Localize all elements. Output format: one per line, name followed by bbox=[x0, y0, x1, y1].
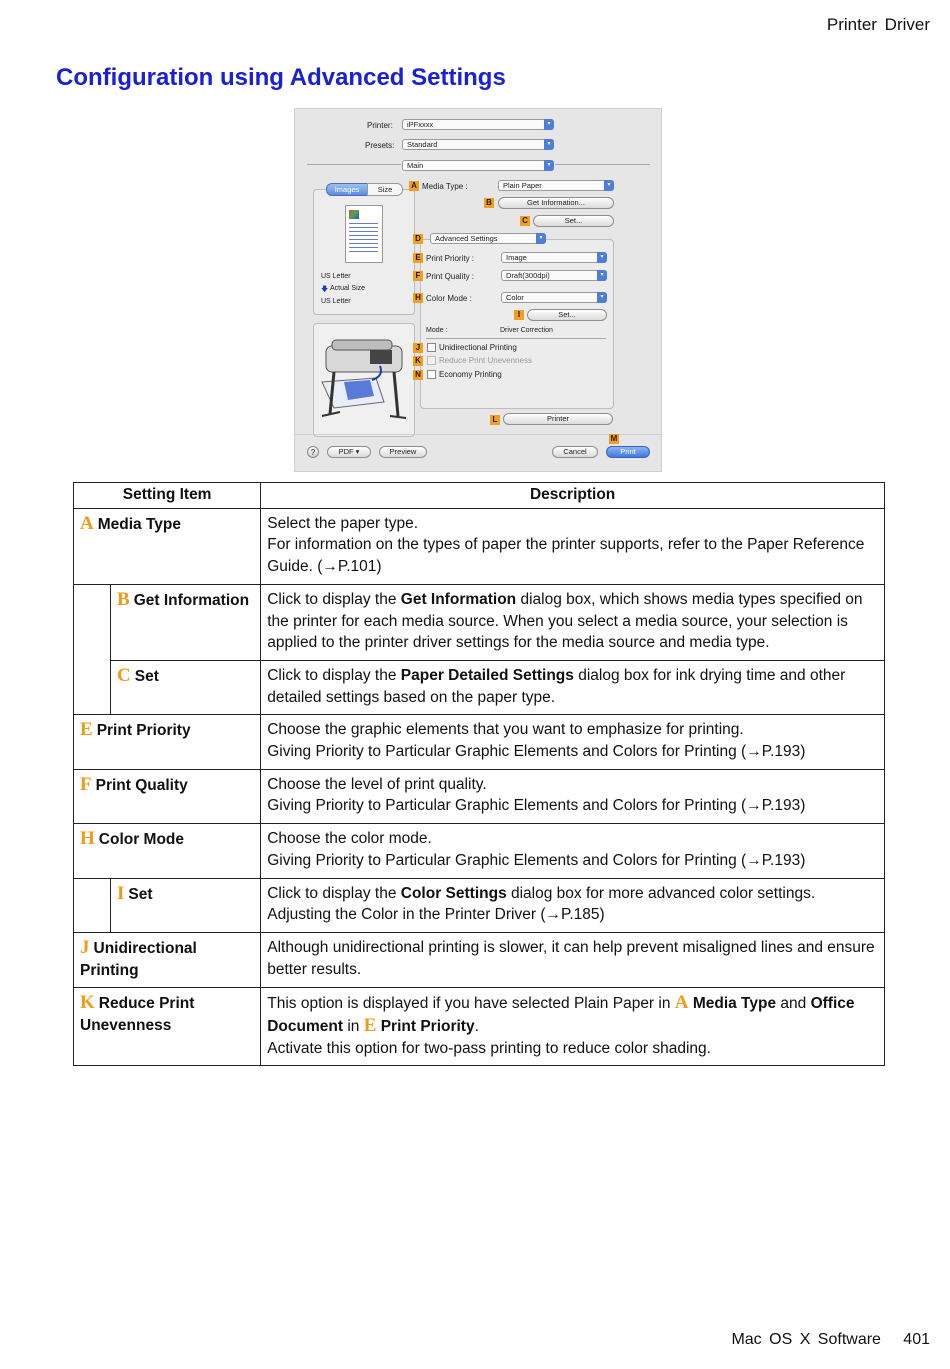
advanced-settings-box bbox=[420, 239, 614, 409]
print-quality-popup[interactable] bbox=[501, 270, 607, 281]
description-cell bbox=[261, 932, 885, 987]
presets-label: Presets: bbox=[365, 141, 395, 150]
page-footer bbox=[731, 1331, 930, 1349]
panel-popup-value: Main bbox=[407, 161, 424, 170]
reduce-unevenness-label: Reduce Print Unevenness bbox=[439, 356, 532, 365]
setting-item-cell bbox=[74, 715, 261, 769]
badge-h: H bbox=[413, 293, 423, 303]
description-cell bbox=[261, 508, 885, 584]
economy-label: Economy Printing bbox=[439, 370, 502, 379]
color-mode-label: Color Mode : bbox=[426, 294, 472, 303]
popup-arrow-icon: ▾ bbox=[536, 233, 546, 244]
description-line bbox=[267, 883, 878, 905]
table-row bbox=[74, 769, 885, 823]
table-row bbox=[74, 715, 885, 769]
preview-button[interactable]: Preview bbox=[379, 446, 427, 458]
badge-m: M bbox=[610, 434, 618, 443]
popup-arrow-icon: ▾ bbox=[604, 180, 614, 191]
popup-arrow-icon: ▾ bbox=[544, 160, 554, 171]
description-cell bbox=[261, 988, 885, 1066]
setting-item-cell bbox=[111, 660, 261, 714]
unidirectional-label: Unidirectional Printing bbox=[439, 343, 517, 352]
description-bold: Get Information bbox=[400, 590, 517, 608]
badge-i: I bbox=[514, 310, 524, 320]
setting-name: Media Type bbox=[97, 515, 181, 533]
printer-popup[interactable] bbox=[402, 119, 554, 130]
description-text: dialog box for ink drying time and other detailed settings based on the paper type. bbox=[267, 666, 846, 706]
setting-letter: J bbox=[80, 936, 90, 958]
thumbnail-line bbox=[349, 223, 378, 224]
description-line: Giving Priority to Particular Graphic Elements and Colors for Printing (→P.193) bbox=[267, 743, 806, 761]
description-text: . bbox=[474, 1018, 479, 1036]
description-line: Although unidirectional printing is slower, it can help prevent misaligned lines and ensure better results. bbox=[267, 938, 875, 978]
printer-icon bbox=[314, 324, 414, 436]
column-header-item: Setting Item bbox=[74, 483, 261, 509]
media-type-popup-value: Plain Paper bbox=[503, 181, 542, 190]
badge-n: N bbox=[413, 370, 423, 380]
popup-arrow-icon: ▾ bbox=[544, 119, 554, 130]
description-line: Activate this option for two-pass printing to reduce color shading. bbox=[267, 1039, 711, 1057]
description-text: dialog box, which shows media types specified on the printer for each media source. When you select a media source, your selection is applied to the printer driver settings for the media source and media type. bbox=[267, 590, 863, 652]
color-mode-popup[interactable] bbox=[501, 292, 607, 303]
print-button[interactable]: Print bbox=[606, 446, 650, 458]
print-quality-value: Draft(300dpi) bbox=[506, 271, 550, 280]
description-text: dialog box for more advanced color settings. bbox=[506, 884, 816, 902]
help-icon[interactable]: ? bbox=[307, 446, 319, 458]
settings-table bbox=[73, 482, 885, 1066]
running-header: Printer Driver bbox=[826, 15, 930, 34]
setting-name: Print Priority bbox=[96, 722, 191, 740]
setting-item-cell bbox=[74, 824, 261, 878]
panel-popup[interactable] bbox=[402, 160, 554, 171]
tab-images[interactable]: Images bbox=[326, 183, 368, 196]
popup-arrow-icon: ▾ bbox=[597, 252, 607, 263]
table-row bbox=[74, 878, 885, 932]
setting-item-cell bbox=[74, 932, 261, 987]
table-row bbox=[74, 988, 885, 1066]
badge-a: A bbox=[409, 181, 419, 191]
page-number: 401 bbox=[903, 1331, 930, 1348]
description-text: Click to display the bbox=[267, 590, 401, 608]
footer-label: Mac OS X Software bbox=[731, 1331, 881, 1348]
setting-letter: H bbox=[80, 828, 95, 850]
badge-l: L bbox=[490, 415, 500, 425]
setting-letter: I bbox=[117, 882, 125, 904]
thumbnail-line bbox=[349, 247, 378, 248]
description-line: Giving Priority to Particular Graphic Elements and Colors for Printing (→P.193) bbox=[267, 797, 806, 815]
description-line: Giving Priority to Particular Graphic Elements and Colors for Printing (→P.193) bbox=[267, 851, 806, 869]
setting-item-cell bbox=[74, 508, 261, 584]
setting-name: Color Mode bbox=[98, 831, 185, 849]
pdf-button[interactable]: PDF ▾ bbox=[327, 446, 371, 458]
preview-paper: US Letter bbox=[321, 273, 351, 280]
tab-size[interactable]: Size bbox=[367, 183, 403, 196]
table-row bbox=[74, 508, 885, 584]
description-line: Adjusting the Color in the Printer Driver (→P.185) bbox=[267, 906, 605, 924]
description-line: For information on the types of paper the printer supports, refer to the Paper Reference Guide. (→P.101) bbox=[267, 536, 865, 576]
table-header-row bbox=[74, 483, 885, 509]
inline-letter: E bbox=[363, 1015, 377, 1037]
description-line: Choose the level of print quality. bbox=[267, 775, 487, 793]
table-row bbox=[74, 932, 885, 987]
description-bold: Paper Detailed Settings bbox=[400, 666, 574, 684]
setting-name: Print Quality bbox=[95, 776, 188, 794]
divider bbox=[555, 164, 650, 165]
divider bbox=[307, 164, 401, 165]
preview-scale: Actual Size bbox=[330, 285, 366, 292]
get-information-button[interactable]: Get Information... bbox=[498, 197, 614, 209]
setting-letter: E bbox=[80, 719, 93, 741]
setting-letter: K bbox=[80, 992, 95, 1014]
badge-c: C bbox=[520, 216, 530, 226]
description-text: and bbox=[776, 995, 811, 1013]
badge-k: K bbox=[413, 356, 423, 366]
printer-button[interactable]: Printer bbox=[503, 413, 613, 425]
badge-j: J bbox=[413, 343, 423, 353]
economy-checkbox[interactable] bbox=[427, 370, 436, 379]
column-header-description: Description bbox=[261, 483, 885, 509]
page-title: Configuration using Advanced Settings bbox=[56, 64, 506, 91]
print-priority-popup[interactable] bbox=[501, 252, 607, 263]
popup-arrow-icon: ▾ bbox=[544, 139, 554, 150]
thumbnail-image-icon bbox=[349, 210, 359, 219]
thumbnail-line bbox=[349, 243, 378, 244]
setting-letter: C bbox=[117, 664, 131, 686]
description-bold: Media Type bbox=[688, 995, 777, 1013]
settings-mode-popup[interactable] bbox=[430, 233, 546, 244]
preview-output: US Letter bbox=[321, 298, 351, 305]
badge-f: F bbox=[413, 271, 423, 281]
description-line: Select the paper type. bbox=[267, 514, 419, 532]
description-text: This option is displayed if you have selected Plain Paper in bbox=[267, 995, 675, 1013]
badge-e: E bbox=[413, 253, 423, 263]
setting-letter: F bbox=[80, 773, 92, 795]
indent-cell bbox=[74, 584, 111, 715]
description-cell bbox=[261, 584, 885, 660]
thumbnail-line bbox=[349, 227, 378, 228]
down-arrow-icon: 🡇 bbox=[321, 286, 329, 293]
presets-popup[interactable] bbox=[402, 139, 554, 150]
table-row bbox=[74, 824, 885, 878]
badge-b: B bbox=[484, 198, 494, 208]
presets-popup-value: Standard bbox=[407, 140, 438, 149]
table-row bbox=[74, 584, 885, 660]
setting-name: Set bbox=[128, 885, 153, 903]
popup-arrow-icon: ▾ bbox=[597, 292, 607, 303]
description-text: Click to display the bbox=[267, 666, 401, 684]
indent-cell bbox=[74, 878, 111, 932]
setting-item-cell bbox=[111, 878, 261, 932]
description-line bbox=[267, 992, 878, 1037]
color-mode-value: Color bbox=[506, 293, 524, 302]
printer-illustration-box bbox=[313, 323, 415, 437]
description-cell bbox=[261, 715, 885, 769]
description-bold: Color Settings bbox=[400, 884, 507, 902]
setting-item-cell bbox=[74, 988, 261, 1066]
divider bbox=[295, 434, 662, 435]
setting-name: Set bbox=[134, 667, 159, 685]
print-dialog-screenshot bbox=[294, 108, 662, 472]
badge-d: D bbox=[413, 234, 423, 244]
description-cell bbox=[261, 824, 885, 878]
media-type-label: Media Type : bbox=[422, 182, 468, 191]
mode-value: Driver Correction bbox=[500, 327, 553, 334]
mode-label: Mode : bbox=[426, 327, 448, 334]
setting-letter: B bbox=[117, 588, 130, 610]
page-thumbnail bbox=[345, 205, 383, 263]
setting-item-cell bbox=[74, 769, 261, 823]
reduce-unevenness-checkbox[interactable] bbox=[427, 356, 436, 365]
setting-item-cell bbox=[111, 584, 261, 660]
unidirectional-checkbox[interactable] bbox=[427, 343, 436, 352]
thumbnail-line bbox=[349, 235, 378, 236]
description-text: Click to display the bbox=[267, 884, 401, 902]
inline-letter: A bbox=[674, 992, 689, 1014]
print-priority-label: Print Priority : bbox=[426, 254, 475, 263]
popup-arrow-icon: ▾ bbox=[597, 270, 607, 281]
color-set-button[interactable]: Set... bbox=[527, 309, 607, 321]
table-row bbox=[74, 660, 885, 714]
setting-name: Get Information bbox=[133, 591, 250, 609]
description-cell bbox=[261, 769, 885, 823]
printer-popup-value: iPFxxxx bbox=[407, 120, 434, 129]
description-line: Choose the graphic elements that you want to emphasize for printing. bbox=[267, 721, 744, 739]
print-quality-label: Print Quality : bbox=[426, 272, 475, 281]
print-priority-value: Image bbox=[506, 253, 527, 262]
description-line: Choose the color mode. bbox=[267, 830, 432, 848]
description-cell bbox=[261, 660, 885, 714]
divider bbox=[426, 338, 606, 339]
thumbnail-line bbox=[349, 239, 378, 240]
setting-letter: A bbox=[80, 512, 94, 534]
setting-name: Reduce Print Unevenness bbox=[80, 995, 195, 1035]
description-bold: Print Priority bbox=[376, 1018, 475, 1036]
thumbnail-line bbox=[349, 231, 378, 232]
setting-name: Unidirectional Printing bbox=[80, 939, 197, 979]
cancel-button[interactable]: Cancel bbox=[552, 446, 598, 458]
media-set-button[interactable]: Set... bbox=[533, 215, 614, 227]
thumbnail-line bbox=[349, 251, 378, 252]
description-cell bbox=[261, 878, 885, 932]
media-type-popup[interactable] bbox=[498, 180, 614, 191]
description-text: in bbox=[343, 1018, 364, 1036]
description-bold: Office Document bbox=[267, 995, 855, 1036]
settings-mode-value: Advanced Settings bbox=[435, 234, 498, 243]
printer-label: Printer: bbox=[367, 121, 393, 130]
